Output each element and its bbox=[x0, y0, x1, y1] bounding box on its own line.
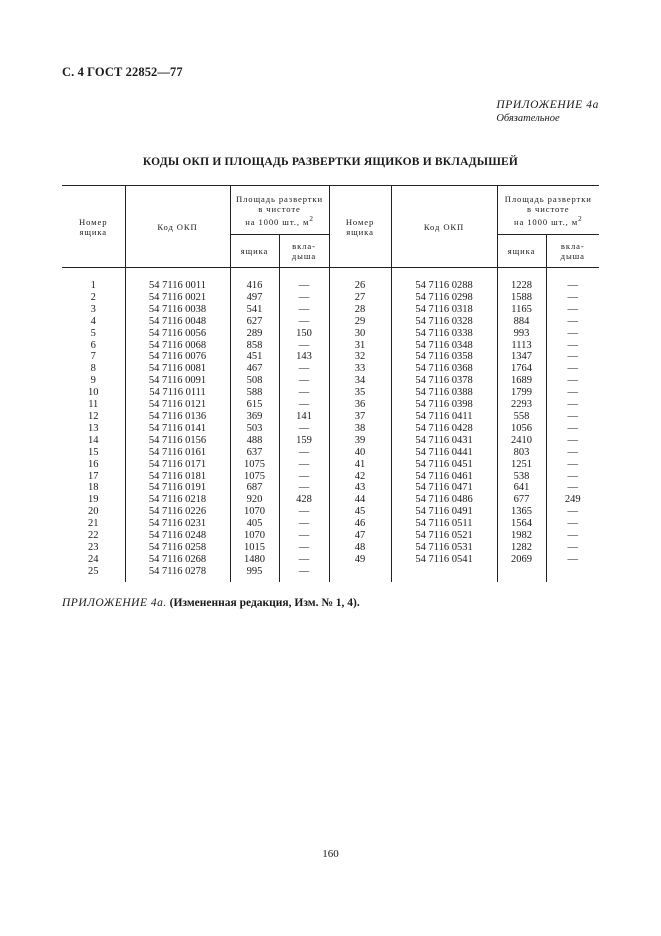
header-insert-left: вкла- дыша bbox=[279, 235, 329, 268]
insert-area: — bbox=[279, 530, 329, 542]
okp-code: 54 7116 0348 bbox=[391, 340, 497, 352]
table-row bbox=[62, 387, 599, 399]
insert-area: — bbox=[546, 435, 599, 447]
okp-code: 54 7116 0521 bbox=[391, 530, 497, 542]
table-row bbox=[62, 411, 599, 423]
box-area: 1228 bbox=[497, 280, 546, 292]
insert-area: — bbox=[279, 506, 329, 518]
box-area: 1282 bbox=[497, 542, 546, 554]
page-header: С. 4 ГОСТ 22852—77 bbox=[62, 65, 183, 79]
okp-code: 54 7116 0278 bbox=[125, 566, 230, 578]
okp-code: 54 7116 0191 bbox=[125, 482, 230, 494]
box-area: 1982 bbox=[497, 530, 546, 542]
box-area: 369 bbox=[230, 411, 279, 423]
okp-code: 54 7116 0358 bbox=[391, 351, 497, 363]
table-title: КОДЫ ОКП И ПЛОЩАДЬ РАЗВЕРТКИ ЯЩИКОВ И ВКЛАДЫШЕЙ bbox=[142, 156, 519, 168]
table-row bbox=[62, 280, 599, 292]
okp-code: 54 7116 0011 bbox=[125, 280, 230, 292]
insert-area: — bbox=[279, 399, 329, 411]
box-area: 289 bbox=[230, 328, 279, 340]
insert-area: — bbox=[546, 375, 599, 387]
box-area: 405 bbox=[230, 518, 279, 530]
row-number: 49 bbox=[329, 554, 391, 566]
insert-area: — bbox=[546, 542, 599, 554]
row-number: 28 bbox=[329, 304, 391, 316]
row-number: 20 bbox=[88, 506, 99, 518]
box-area: 1588 bbox=[497, 292, 546, 304]
insert-area: — bbox=[546, 399, 599, 411]
insert-area: — bbox=[546, 340, 599, 352]
box-area: 1689 bbox=[497, 375, 546, 387]
box-area: 1764 bbox=[497, 363, 546, 375]
box-area: 677 bbox=[497, 494, 546, 506]
row-number: 45 bbox=[329, 506, 391, 518]
insert-area: — bbox=[279, 387, 329, 399]
box-area: 2293 bbox=[497, 399, 546, 411]
insert-area: — bbox=[546, 316, 599, 328]
insert-area: — bbox=[279, 316, 329, 328]
header-insert-right: вкла- дыша bbox=[546, 235, 599, 268]
okp-code: 54 7116 0338 bbox=[391, 328, 497, 340]
insert-area: — bbox=[279, 554, 329, 566]
box-area: 1165 bbox=[497, 304, 546, 316]
row-number: 11 bbox=[88, 399, 99, 411]
okp-code: 54 7116 0068 bbox=[125, 340, 230, 352]
row-number: 4 bbox=[90, 315, 96, 327]
okp-code: 54 7116 0298 bbox=[391, 292, 497, 304]
okp-code: 54 7116 0398 bbox=[391, 399, 497, 411]
box-area: 541 bbox=[230, 304, 279, 316]
header-box-right: ящика bbox=[497, 235, 546, 268]
okp-code: 54 7116 0156 bbox=[125, 435, 230, 447]
okp-code: 54 7116 0226 bbox=[125, 506, 230, 518]
okp-code: 54 7116 0378 bbox=[391, 375, 497, 387]
box-area: 993 bbox=[497, 328, 546, 340]
insert-area: — bbox=[279, 292, 329, 304]
row-number: 6 bbox=[90, 339, 96, 351]
okp-code: 54 7116 0111 bbox=[125, 387, 230, 399]
box-area: 488 bbox=[230, 435, 279, 447]
row-number: 32 bbox=[329, 351, 391, 363]
row-number: 3 bbox=[90, 303, 96, 315]
table-row bbox=[62, 471, 599, 483]
insert-area: — bbox=[546, 351, 599, 363]
row-number: 46 bbox=[329, 518, 391, 530]
okp-code: 54 7116 0431 bbox=[391, 435, 497, 447]
row-number: 47 bbox=[329, 530, 391, 542]
insert-area: — bbox=[546, 482, 599, 494]
insert-area: — bbox=[546, 411, 599, 423]
appendix-title: ПРИЛОЖЕНИЕ 4а bbox=[496, 99, 599, 111]
okp-code: 54 7116 0258 bbox=[125, 542, 230, 554]
row-number: 38 bbox=[329, 423, 391, 435]
table-row bbox=[62, 435, 599, 447]
okp-code: 54 7116 0461 bbox=[391, 471, 497, 483]
row-number: 37 bbox=[329, 411, 391, 423]
header-box-number-right: Номер ящика bbox=[329, 186, 391, 268]
table-row bbox=[62, 328, 599, 340]
row-number: 17 bbox=[88, 470, 99, 482]
okp-code: 54 7116 0048 bbox=[125, 316, 230, 328]
row-number: 7 bbox=[90, 351, 96, 363]
box-area: 1015 bbox=[230, 542, 279, 554]
okp-code: 54 7116 0491 bbox=[391, 506, 497, 518]
box-area: 1070 bbox=[230, 506, 279, 518]
row-number: 1 bbox=[90, 280, 96, 291]
box-area: 1113 bbox=[497, 340, 546, 352]
insert-area: — bbox=[546, 363, 599, 375]
header-okp-code-right: Код ОКП bbox=[391, 186, 497, 268]
insert-area: 249 bbox=[546, 494, 599, 506]
okp-code: 54 7116 0081 bbox=[125, 363, 230, 375]
row-number: 33 bbox=[329, 363, 391, 375]
box-area: 884 bbox=[497, 316, 546, 328]
header-box-left: ящика bbox=[230, 235, 279, 268]
insert-area: — bbox=[546, 423, 599, 435]
row-number: 30 bbox=[329, 328, 391, 340]
insert-area: — bbox=[546, 328, 599, 340]
row-number: 13 bbox=[88, 422, 99, 434]
row-number: 12 bbox=[88, 410, 99, 422]
footnote bbox=[62, 597, 360, 609]
table-row bbox=[62, 292, 599, 304]
row-number: 39 bbox=[329, 435, 391, 447]
insert-area: — bbox=[279, 375, 329, 387]
box-area: 451 bbox=[230, 351, 279, 363]
insert-area: — bbox=[279, 363, 329, 375]
okp-code: 54 7116 0531 bbox=[391, 542, 497, 554]
okp-code: 54 7116 0411 bbox=[391, 411, 497, 423]
okp-code: 54 7116 0268 bbox=[125, 554, 230, 566]
okp-code: 54 7116 0231 bbox=[125, 518, 230, 530]
box-area: 858 bbox=[230, 340, 279, 352]
box-area: 641 bbox=[497, 482, 546, 494]
insert-area: — bbox=[279, 518, 329, 530]
insert-area: — bbox=[546, 280, 599, 292]
empty-cell bbox=[329, 566, 391, 578]
box-area: 1799 bbox=[497, 387, 546, 399]
row-number: 18 bbox=[88, 482, 99, 494]
box-area: 416 bbox=[230, 280, 279, 292]
box-area: 687 bbox=[230, 482, 279, 494]
table-row bbox=[62, 423, 599, 435]
insert-area: — bbox=[546, 387, 599, 399]
row-number: 40 bbox=[329, 447, 391, 459]
okp-code: 54 7116 0471 bbox=[391, 482, 497, 494]
insert-area: — bbox=[546, 530, 599, 542]
appendix-status: Обязательное bbox=[496, 113, 560, 124]
box-area: 803 bbox=[497, 447, 546, 459]
okp-code: 54 7116 0318 bbox=[391, 304, 497, 316]
table-row bbox=[62, 375, 599, 387]
box-area: 1070 bbox=[230, 530, 279, 542]
appendix-label bbox=[496, 99, 599, 125]
table-row bbox=[62, 304, 599, 316]
row-number: 48 bbox=[329, 542, 391, 554]
table-row bbox=[62, 459, 599, 471]
row-number: 24 bbox=[88, 553, 99, 565]
okp-code: 54 7116 0136 bbox=[125, 411, 230, 423]
row-number: 22 bbox=[88, 530, 99, 542]
row-number: 44 bbox=[329, 494, 391, 506]
okp-code: 54 7116 0428 bbox=[391, 423, 497, 435]
table-row bbox=[62, 482, 599, 494]
header-area-right: Площадь развертки в чистоте на 1000 шт., $м^2$ bbox=[497, 186, 599, 235]
table-row bbox=[62, 530, 599, 542]
insert-area: — bbox=[279, 340, 329, 352]
insert-area: — bbox=[279, 447, 329, 459]
row-number: 19 bbox=[88, 494, 99, 506]
row-number: 10 bbox=[88, 387, 99, 399]
insert-area: 159 bbox=[279, 435, 329, 447]
box-area: 637 bbox=[230, 447, 279, 459]
table-row bbox=[62, 351, 599, 363]
insert-area: — bbox=[546, 506, 599, 518]
insert-area: — bbox=[546, 518, 599, 530]
insert-area: — bbox=[546, 554, 599, 566]
box-area: 1347 bbox=[497, 351, 546, 363]
row-number: 25 bbox=[88, 565, 99, 577]
box-area: 588 bbox=[230, 387, 279, 399]
insert-area: 428 bbox=[279, 494, 329, 506]
box-area: 1480 bbox=[230, 554, 279, 566]
okp-code: 54 7116 0161 bbox=[125, 447, 230, 459]
insert-area: — bbox=[546, 459, 599, 471]
table-row bbox=[62, 554, 599, 566]
okp-code: 54 7116 0171 bbox=[125, 459, 230, 471]
table-row bbox=[62, 566, 599, 578]
header-area-left: Площадь развертки в чистоте на 1000 шт., $м^2$ bbox=[230, 186, 329, 235]
insert-area: — bbox=[279, 280, 329, 292]
row-number: 21 bbox=[88, 518, 99, 530]
row-number: 8 bbox=[90, 363, 96, 375]
insert-area: — bbox=[279, 304, 329, 316]
okp-code: 54 7116 0541 bbox=[391, 554, 497, 566]
table-row bbox=[62, 447, 599, 459]
box-area: 467 bbox=[230, 363, 279, 375]
insert-area: 141 bbox=[279, 411, 329, 423]
box-area: 920 bbox=[230, 494, 279, 506]
okp-code: 54 7116 0141 bbox=[125, 423, 230, 435]
row-number: 29 bbox=[329, 316, 391, 328]
page-number: 160 bbox=[322, 848, 339, 860]
row-number: 5 bbox=[90, 327, 96, 339]
insert-area: — bbox=[279, 566, 329, 578]
okp-code: 54 7116 0248 bbox=[125, 530, 230, 542]
okp-code: 54 7116 0091 bbox=[125, 375, 230, 387]
box-area: 1251 bbox=[497, 459, 546, 471]
table-row bbox=[62, 316, 599, 328]
insert-area: — bbox=[546, 471, 599, 483]
row-number: 35 bbox=[329, 387, 391, 399]
box-area: 508 bbox=[230, 375, 279, 387]
okp-code: 54 7116 0441 bbox=[391, 447, 497, 459]
insert-area: 143 bbox=[279, 351, 329, 363]
okp-code: 54 7116 0121 bbox=[125, 399, 230, 411]
footnote-ref: ПРИЛОЖЕНИЕ 4а. bbox=[62, 597, 167, 609]
okp-code: 54 7116 0388 bbox=[391, 387, 497, 399]
box-area: 1365 bbox=[497, 506, 546, 518]
header-box-number-left: Номер ящика bbox=[62, 186, 125, 268]
box-area: 503 bbox=[230, 423, 279, 435]
okp-code: 54 7116 0486 bbox=[391, 494, 497, 506]
insert-area: — bbox=[546, 304, 599, 316]
insert-area: 150 bbox=[279, 328, 329, 340]
box-area: 1056 bbox=[497, 423, 546, 435]
row-number: 26 bbox=[329, 280, 391, 292]
okp-code: 54 7116 0076 bbox=[125, 351, 230, 363]
box-area: 558 bbox=[497, 411, 546, 423]
okp-code: 54 7116 0021 bbox=[125, 292, 230, 304]
insert-area: — bbox=[279, 423, 329, 435]
row-number: 2 bbox=[90, 291, 96, 303]
table-body bbox=[62, 268, 599, 582]
table-row bbox=[62, 518, 599, 530]
box-area: 1564 bbox=[497, 518, 546, 530]
okp-code: 54 7116 0056 bbox=[125, 328, 230, 340]
table-row bbox=[62, 340, 599, 352]
box-area: 615 bbox=[230, 399, 279, 411]
insert-area: — bbox=[279, 542, 329, 554]
box-area: 497 bbox=[230, 292, 279, 304]
box-area: 538 bbox=[497, 471, 546, 483]
row-number: 9 bbox=[90, 375, 96, 387]
row-number: 42 bbox=[329, 471, 391, 483]
row-number: 15 bbox=[88, 446, 99, 458]
row-number: 27 bbox=[329, 292, 391, 304]
header-okp-code-left: Код ОКП bbox=[125, 186, 230, 268]
okp-code: 54 7116 0511 bbox=[391, 518, 497, 530]
row-number: 31 bbox=[329, 340, 391, 352]
box-area: 1075 bbox=[230, 459, 279, 471]
table-row bbox=[62, 399, 599, 411]
row-number: 36 bbox=[329, 399, 391, 411]
insert-area: — bbox=[546, 447, 599, 459]
row-number: 41 bbox=[329, 459, 391, 471]
table-row bbox=[62, 363, 599, 375]
empty-cell bbox=[546, 566, 599, 578]
row-number: 16 bbox=[88, 458, 99, 470]
box-area: 2410 bbox=[497, 435, 546, 447]
row-number: 34 bbox=[329, 375, 391, 387]
table-row bbox=[62, 494, 599, 506]
row-number: 43 bbox=[329, 482, 391, 494]
insert-area: — bbox=[546, 292, 599, 304]
okp-code: 54 7116 0288 bbox=[391, 280, 497, 292]
table-row bbox=[62, 542, 599, 554]
box-area: 1075 bbox=[230, 471, 279, 483]
okp-codes-table bbox=[62, 185, 599, 582]
okp-code: 54 7116 0038 bbox=[125, 304, 230, 316]
footnote-text: (Измененная редакция, Изм. № 1, 4). bbox=[169, 597, 360, 609]
table-row bbox=[62, 506, 599, 518]
empty-cell bbox=[497, 566, 546, 578]
box-area: 2069 bbox=[497, 554, 546, 566]
insert-area: — bbox=[279, 459, 329, 471]
okp-code: 54 7116 0218 bbox=[125, 494, 230, 506]
empty-cell bbox=[391, 566, 497, 578]
okp-code: 54 7116 0181 bbox=[125, 471, 230, 483]
insert-area: — bbox=[279, 482, 329, 494]
okp-code: 54 7116 0328 bbox=[391, 316, 497, 328]
box-area: 627 bbox=[230, 316, 279, 328]
okp-code: 54 7116 0368 bbox=[391, 363, 497, 375]
box-area: 995 bbox=[230, 566, 279, 578]
row-number: 14 bbox=[88, 434, 99, 446]
row-number: 23 bbox=[88, 541, 99, 553]
okp-code: 54 7116 0451 bbox=[391, 459, 497, 471]
insert-area: — bbox=[279, 471, 329, 483]
